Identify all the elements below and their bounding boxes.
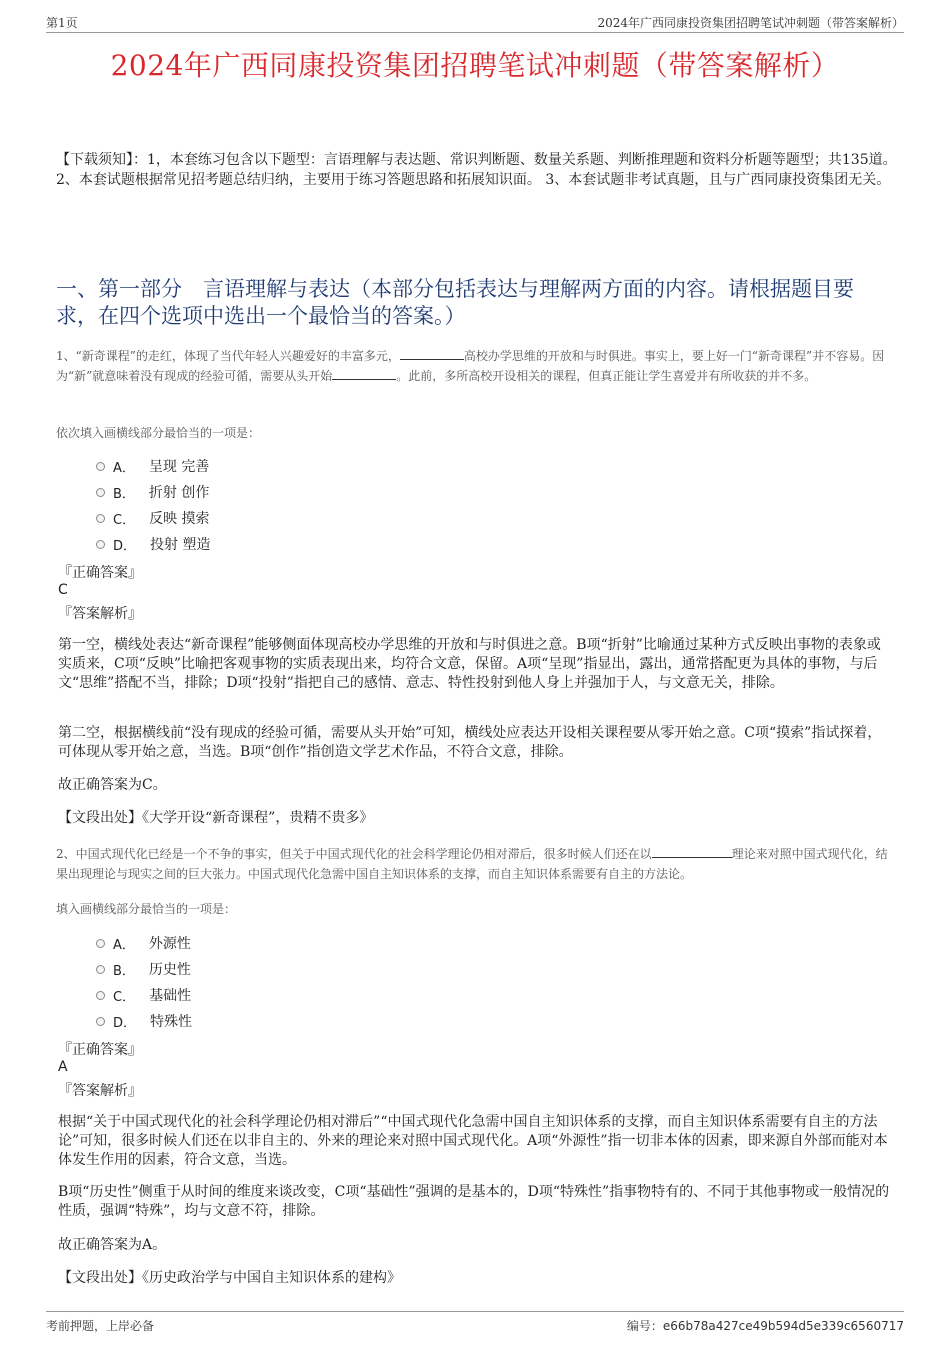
option-d[interactable] <box>96 1008 192 1034</box>
analysis-paragraph: 根据“关于中国式现代化的社会科学理论仍相对滞后”“中国式现代化急需中国自主知识体系的支撑，而自主知识体系需要有自主的方法论”可知，很多时候人们还在以非自主的、外来的理论来对照中国式现代化。A项“外源性”指一切非本体的因素，即来源自外部而能对本体发生作用的因素，符合文意，当选。 <box>58 1114 888 1168</box>
option-letter: C． <box>113 989 136 1005</box>
radio-icon[interactable] <box>96 514 105 523</box>
radio-icon[interactable] <box>96 488 105 497</box>
option-letter: D． <box>113 538 137 554</box>
option-letter: C． <box>113 512 136 528</box>
fill-blank <box>400 348 464 360</box>
option-letter: B． <box>113 486 135 502</box>
analysis-paragraph: 第二空，根据横线前“没有现成的经验可循，需要从头开始”可知，横线处应表达开设相关课程要从零开始之意。C项“摸索”指试探着，可体现从零开始之意，当选。B项“创作”指创造文学艺术作品，不符合文意，排除。 <box>58 725 882 760</box>
q1-text-part-a: 1、“新奇课程”的走红，体现了当代年轻人兴趣爱好的丰富多元， <box>56 349 400 363</box>
option-text: 反映 摸索 <box>149 511 210 527</box>
option-a[interactable] <box>96 453 210 479</box>
analysis-label: 『答案解析』 <box>58 1083 142 1099</box>
q1-text-part-c: 。此前，多所高校开设相关的课程，但真正能让学生喜爱并有所收获的并不多。 <box>396 369 817 383</box>
question-2-prompt: 填入画横线部分最恰当的一项是： <box>56 902 237 916</box>
id-value: e66b78a427ce49b594d5e339c6560717 <box>662 1319 904 1333</box>
option-a[interactable] <box>96 930 192 956</box>
header-doc-title: 2024年广西同康投资集团招聘笔试冲刺题（带答案解析） <box>597 16 904 30</box>
radio-icon[interactable] <box>96 991 105 1000</box>
option-b[interactable] <box>96 956 192 982</box>
option-text: 外源性 <box>148 936 191 952</box>
option-text: 呈现 完善 <box>148 459 210 475</box>
question-1-prompt: 依次填入画横线部分最恰当的一项是： <box>56 426 261 440</box>
option-d[interactable] <box>96 531 210 557</box>
q2-text-part-a: 2、中国式现代化已经是一个不争的事实，但关于中国式现代化的社会科学理论仍相对滞后，很多时候人们还在以 <box>56 847 652 861</box>
answer-label: 『正确答案』 <box>58 1042 142 1058</box>
question-2-text <box>56 844 898 884</box>
download-notice: 【下载须知】：1，本套练习包含以下题型：言语理解与表达题、常识判断题、数量关系题、判断推理题和资料分析题等题型；共135道。 2、本套试题根据常见招考题总结归纳，主要用于练习答题思路和拓展知识面。 3、本套试题非考试真题，且与广西同康投资集团无关。 <box>56 152 897 188</box>
question-1-text <box>56 346 898 386</box>
id-label: 编号： <box>626 1319 663 1333</box>
section-heading: 一、第一部分 言语理解与表达（本部分包括表达与理解两方面的内容。请根据题目要求，在四个选项中选出一个最恰当的答案。） <box>56 277 854 328</box>
document-id <box>627 1317 904 1334</box>
option-letter: D． <box>113 1015 137 1031</box>
radio-icon[interactable] <box>96 965 105 974</box>
fill-blank <box>652 846 732 858</box>
option-text: 历史性 <box>148 962 191 978</box>
page-footer <box>46 1311 904 1336</box>
conclusion: 故正确答案为A。 <box>58 1237 167 1253</box>
answer-value: C <box>58 582 68 598</box>
page-header <box>46 12 904 33</box>
option-text: 投射 塑造 <box>150 537 211 553</box>
q2-text-part-b: 理论来对照中国式现代化，结果出现理论与现实之间的巨大张力。中国式现代化急需中国自主知识体系的支撑，而自主知识体系需要有自主的方法论。 <box>56 847 888 881</box>
analysis-label: 『答案解析』 <box>58 606 142 622</box>
radio-icon[interactable] <box>96 939 105 948</box>
option-letter: B． <box>113 963 135 979</box>
footer-slogan: 考前押题，上岸必备 <box>46 1319 155 1333</box>
option-b[interactable] <box>96 479 210 505</box>
option-text: 特殊性 <box>150 1014 193 1030</box>
radio-icon[interactable] <box>96 540 105 549</box>
q1-text-part-b: 高校办学思维的开放和与时俱进。事实上，要上好一门“新奇课程”并不容易。因为“新”就意味着没有现成的经验可循，需要从头开始 <box>56 349 885 383</box>
fill-blank <box>332 368 396 380</box>
source-citation: 【文段出处】《大学开设“新奇课程”，贵精不贵多》 <box>58 810 374 826</box>
source-citation: 【文段出处】《历史政治学与中国自主知识体系的建构》 <box>58 1270 401 1286</box>
radio-icon[interactable] <box>96 1017 105 1026</box>
radio-icon[interactable] <box>96 462 105 471</box>
option-text: 折射 创作 <box>148 485 210 501</box>
question-2-options <box>96 930 192 1034</box>
option-c[interactable] <box>96 505 210 531</box>
option-letter: A． <box>113 937 135 953</box>
option-text: 基础性 <box>149 988 192 1004</box>
conclusion: 故正确答案为C。 <box>58 777 167 793</box>
option-c[interactable] <box>96 982 192 1008</box>
answer-value: A <box>58 1059 68 1075</box>
option-letter: A． <box>113 460 135 476</box>
answer-label: 『正确答案』 <box>58 565 142 581</box>
question-1-options <box>96 453 210 557</box>
analysis-paragraph: B项“历史性”侧重于从时间的维度来谈改变，C项“基础性”强调的是基本的，D项“特殊性”指事物特有的、不同于其他事物或一般情况的性质，强调“特殊”，均与文意不符，排除。 <box>58 1184 890 1219</box>
document-title: 2024年广西同康投资集团招聘笔试冲刺题（带答案解析） <box>110 49 840 82</box>
page-number: 第1页 <box>46 16 78 30</box>
analysis-paragraph: 第一空，横线处表达“新奇课程”能够侧面体现高校办学思维的开放和与时俱进之意。B项“折射”比喻通过某种方式反映出事物的表象或实质来，C项“反映”比喻把客观事物的实质表现出来，均符合文意，保留。A项“呈现”指显出，露出，通常搭配更为具体的事物，与后文“思维”搭配不当，排除；D项“投射”指把自己的感情、意志、特性投射到他人身上并强加于人，与文意无关，排除。 <box>58 637 881 691</box>
